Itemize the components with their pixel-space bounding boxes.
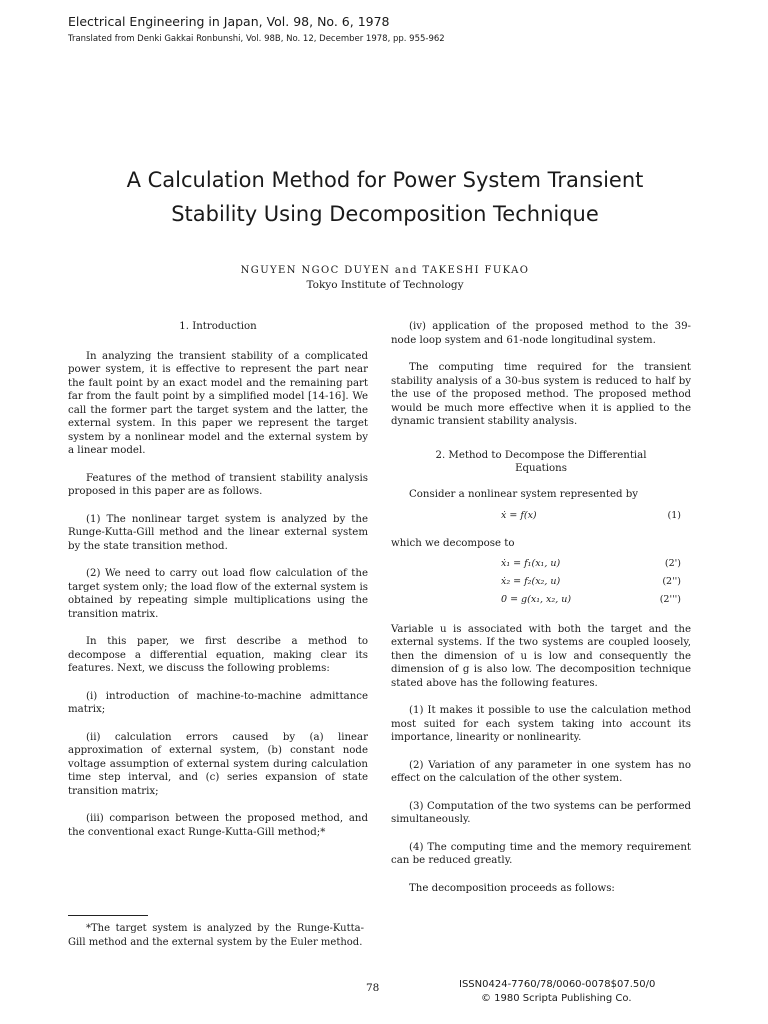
equation-2a xyxy=(391,557,691,575)
equation-2b xyxy=(391,575,691,593)
equation-number: (2') xyxy=(664,557,681,569)
paragraph: The computing time required for the transient stability analysis of a 30-bus system is reduced to half by the use of the proposed method. The proposed method would be much more effective when it is applied to the dynamic transient stability analysis. xyxy=(391,362,691,427)
paragraph: Features of the method of transient stability analysis proposed in this paper are as follows. xyxy=(68,472,368,497)
footnote: *The target system is analyzed by the Runge-Kutta-Gill method and the external system by the Euler method. xyxy=(68,923,364,948)
paragraph: Variable u is associated with both the target and the external systems. If the two systems are coupled loosely, then the dimension of u is low and consequently the dimension of g is also low. The decomposition technique stated above has the following features. xyxy=(391,623,691,689)
paragraph: (i) introduction of machine-to-machine admittance matrix; xyxy=(68,690,368,715)
copyright: © 1980 Scripta Publishing Co. xyxy=(481,993,632,1004)
page-number: 78 xyxy=(366,982,380,994)
equation-number: (2''') xyxy=(659,593,681,605)
paper-title-line-1: A Calculation Method for Power System Transient xyxy=(126,168,644,192)
translation-source: Translated from Denki Gakkai Ronbunshi, Vol. 98B, No. 12, December 1978, pp. 955-962 xyxy=(68,34,445,44)
equation-number: (1) xyxy=(667,510,681,521)
paragraph: (ii) calculation errors caused by (a) linear approximation of external system, (b) constant node voltage assumption of external system during calculation time step interval, and (c) series expansion of state transition matrix; xyxy=(68,731,368,797)
paragraph: (1) The nonlinear target system is analyzed by the Runge-Kutta-Gill method and the linear external system by the state transition method. xyxy=(68,513,368,552)
paragraph: (3) Computation of the two systems can be performed simultaneously. xyxy=(391,800,691,825)
journal-citation: Electrical Engineering in Japan, Vol. 98, No. 6, 1978 xyxy=(68,14,390,29)
footnote-rule xyxy=(68,915,148,916)
paragraph: In this paper, we first describe a method to decompose a differential equation, making clear its features. Next, we discuss the following problems: xyxy=(68,636,368,674)
paragraph: (iv) application of the proposed method to the 39-node loop system and 61-node longitudinal system. xyxy=(391,321,691,346)
affiliation: Tokyo Institute of Technology xyxy=(306,279,464,291)
section-heading-method xyxy=(391,449,691,476)
issn: ISSN0424-7760/78/0060-0078$07.50/0 xyxy=(459,979,656,990)
paragraph: which we decompose to xyxy=(391,538,515,549)
equation-2c xyxy=(391,593,691,611)
section-heading-line: 2. Method to Decompose the Differential xyxy=(435,449,647,461)
paper-title-line-2: Stability Using Decomposition Technique xyxy=(171,202,599,226)
authors: NGUYEN NGOC DUYEN and TAKESHI FUKAO xyxy=(240,265,530,276)
paragraph: (4) The computing time and the memory requirement can be reduced greatly. xyxy=(391,841,691,866)
paragraph: (2) Variation of any parameter in one system has no effect on the calculation of the other system. xyxy=(391,759,691,784)
paragraph: Consider a nonlinear system represented by xyxy=(409,488,639,500)
equation-expression: ẋ₁ = f₁(x₁, u) xyxy=(501,557,561,569)
equation-1 xyxy=(391,509,691,527)
right-column xyxy=(391,320,691,907)
equation-number: (2'') xyxy=(662,575,681,587)
equation-expression: ẋ₂ = f₂(x₂, u) xyxy=(501,575,561,587)
left-column xyxy=(68,320,368,851)
paragraph: (2) We need to carry out load flow calculation of the target system only; the load flow of the external system is obtained by repeating simple multiplications using the transition matrix. xyxy=(68,568,368,620)
equation-expression: 0 = g(x₁, x₂, u) xyxy=(501,593,572,605)
section-heading-introduction: 1. Introduction xyxy=(179,321,257,332)
paragraph: In analyzing the transient stability of a complicated power system, it is effective to represent the part near the fault point by an exact model and the remaining part far from the fault point by a simplified model [14-16]. We call the former part the target system and the latter, the external system. In this paper we represent the target system by a nonlinear model and the external system by a linear model. xyxy=(68,350,368,456)
paragraph: (iii) comparison between the proposed method, and the conventional exact Runge-Kutta-Gill method;* xyxy=(68,813,368,838)
paragraph: (1) It makes it possible to use the calculation method most suited for each system taking into account its importance, linearity or nonlinearity. xyxy=(391,705,691,743)
equation-expression: ẋ = f(x) xyxy=(501,510,537,521)
section-heading-line: Equations xyxy=(515,463,567,474)
paragraph: The decomposition proceeds as follows: xyxy=(409,882,615,894)
